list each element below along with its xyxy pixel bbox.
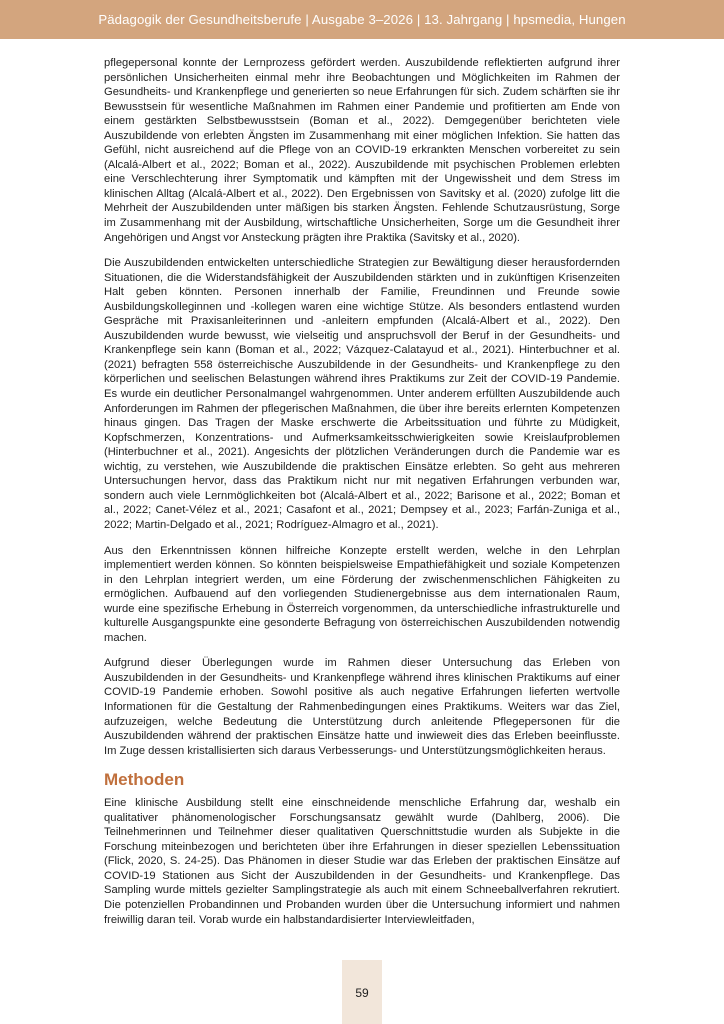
page-number: 59 bbox=[355, 986, 369, 1000]
body-paragraph-4: Aufgrund dieser Überlegungen wurde im Rahmen dieser Untersuchung das Erleben von Auszubildenden in der Gesundheits- und Krankenpflege während ihres klinischen Praktikums auf einer COVID-19 Pandemie erhoben. Sowohl positive als auch negative Erfahrungen lieferten wertvolle Informationen für die Gestaltung der Rahmenbedingungen eines Praktikums. Weiters war das Ziel, aufzuzeigen, welche Bedeutung die Unterstützung durch anleitende Pflegepersonen für die Auszubildenden während der praktischen Einsätze hatte und inwieweit dies das Erleben beeinflusste. Im Zuge dessen kristallisierten sich daraus Verbesserungs- und Unterstützungsmöglichkeiten heraus. bbox=[104, 657, 620, 757]
page-number-box bbox=[342, 960, 382, 1024]
methoden-paragraph: Eine klinische Ausbildung stellt eine einschneidende menschliche Erfahrung dar, weshalb ein qualitativer phänomenologischer Forschungsansatz gewählt wurde (Dahlberg, 2006). Die Teilnehmerinnen und Teilnehmer dieser qualitativen Querschnittstudie wurden als Subjekte in die Forschung miteinbezogen und berichteten über ihre Erfahrungen in dieser speziellen Lebenssituation (Flick, 2020, S. 24-25). Das Phänomen in dieser Studie war das Erleben der praktischen Einsätze auf COVID-19 Stationen aus Sicht der Auszubildenden in der Gesundheits- und Krankenpflege. Das Sampling wurde mittels gezielter Samplingstrategie als auch mit einem Schneeballverfahren rekrutiert. Die potenziellen Probandinnen und Probanden wurden über die Untersuchung informiert und nahmen freiwillig daran teil. Vorab wurde ein halbstandardisierter Interviewleitfaden, bbox=[104, 797, 620, 926]
running-header bbox=[0, 0, 724, 39]
body-paragraph-2: Die Auszubildenden entwickelten unterschiedliche Strategien zur Bewältigung dieser herausfordernden Situationen, die die Widerstandsfähigkeit der Auszubildenden stärkten und in zukünftigen Krisenzeiten Halt geben könnten. Personen innerhalb der Familie, Freundinnen und Freunde sowie Ausbildungskolleginnen und -kollegen waren eine wichtige Stütze. Als besonders entlastend wurden Gespräche mit Praxisanleiterinnen und -anleitern empfunden (Alcalá-Albert et al., 2022). Den Auszubildenden wurde bewusst, wie vielseitig und anspruchsvoll der Beruf in der Gesundheits- und Krankenpflege sein kann (Boman et al., 2022; Vázquez-Calatayud et al., 2021). Hinterbuchner et al. (2021) befragten 558 österreichische Auszubildende in der Gesundheits- und Krankenpflege zu den körperlichen und seelischen Belastungen während ihres Praktikums zur Zeit der COVID-19 Pandemie. Es wurde ein deutlicher Personalmangel wahrgenommen. Unter anderem erfüllten Auszubildende auch Anforderungen im Rahmen der pflegerischen Maßnahmen, die über ihre bereits erlernten Kompetenzen hinaus gingen. Das Tragen der Maske erschwerte die Arbeitssituation und führte zu Müdigkeit, Kopfschmerzen, Konzentrations- und Aufmerksamkeitsschwierigkeiten sowie Kreislaufproblemen (Hinterbuchner et al., 2021). Angesichts der plötzlichen Veränderungen durch die Pandemie war es wichtig, zu verstehen, wie Auszubildende die praktischen Einsätze erlebten. So geht aus mehreren Untersuchungen hervor, dass das Praktikum nicht nur mit negativen Erfahrungen verbunden war, sondern auch viele Lernmöglichkeiten bot (Alcalá-Albert et al., 2022; Barisone et al., 2022; Boman et al., 2022; Canet-Vélez et al., 2021; Casafont et al., 2021; Dempsey et al., 2023; Farfán-Zuniga et al., 2022; Martin-Delgado et al., 2021; Rodríguez-Almagro et al., 2021). bbox=[104, 257, 620, 531]
article-body bbox=[104, 56, 620, 938]
section-heading-methoden: Methoden bbox=[104, 770, 185, 790]
running-title: Pädagogik der Gesundheitsberufe | Ausgabe 3–2026 | 13. Jahrgang | hpsmedia, Hungen bbox=[98, 12, 626, 27]
body-paragraph-3: Aus den Erkenntnissen können hilfreiche Konzepte erstellt werden, welche in den Lehrplan implementiert werden können. So könnten beispielsweise Empathiefähigkeit und soziale Kompetenzen in den Lehrplan integriert werden, um eine Förderung der zwischenmenschlichen Fähigkeiten zu ermöglichen. Aufbauend auf den vorliegenden Studienergebnisse aus dem internationalen Raum, wurde eine spezifische Erhebung in Österreich vorgenommen, da unterschiedliche infrastrukturelle und kulturelle Ausgangspunkte eine gesonderte Befragung von österreichischen Auszubildenden notwendig machen. bbox=[104, 544, 620, 644]
body-paragraph-1: pflegepersonal konnte der Lernprozess gefördert werden. Auszubildende reflektierten aufgrund ihrer persönlichen Unsicherheiten einmal mehr ihre Beobachtungen und Möglichkeiten im Rahmen der Gesundheits- und Krankenpflege und generierten so neue Erfahrungen für sich. Zudem schärften sie ihr Bewusstsein für wesentliche Maßnahmen im Rahmen einer Pandemie und profitierten am Ende von einem gestärkten Selbstbewusstsein (Boman et al., 2022). Demgegenüber berichteten viele Auszubildende von erlebten Ängsten im Zusammenhang mit einer möglichen Infektion. Sie hatten das Gefühl, nicht ausreichend auf die Pflege von an COVID-19 erkrankten Menschen vorbereitet zu sein (Alcalá-Albert et al., 2022; Boman et al., 2022). Auszubildende mit psychischen Problemen erlebten eine Verschlechterung ihrer Symptomatik und kämpften mit der Ungewissheit und dem Stress im klinischen Alltag (Alcalá-Albert et al., 2022). Den Ergebnissen von Savitsky et al. (2020) zufolge litt die Mehrheit der Auszubildenden unter mäßigen bis starken Ängsten. Fehlende Schutzausrüstung, Sorge im Zusammenhang mit der Ausbildung, wirtschaftliche Unsicherheiten, Sorge um die Gesundheit ihrer Angehörigen und Angst vor Ansteckung prägten ihre Praktika (Savitsky et al., 2020). bbox=[104, 57, 620, 244]
